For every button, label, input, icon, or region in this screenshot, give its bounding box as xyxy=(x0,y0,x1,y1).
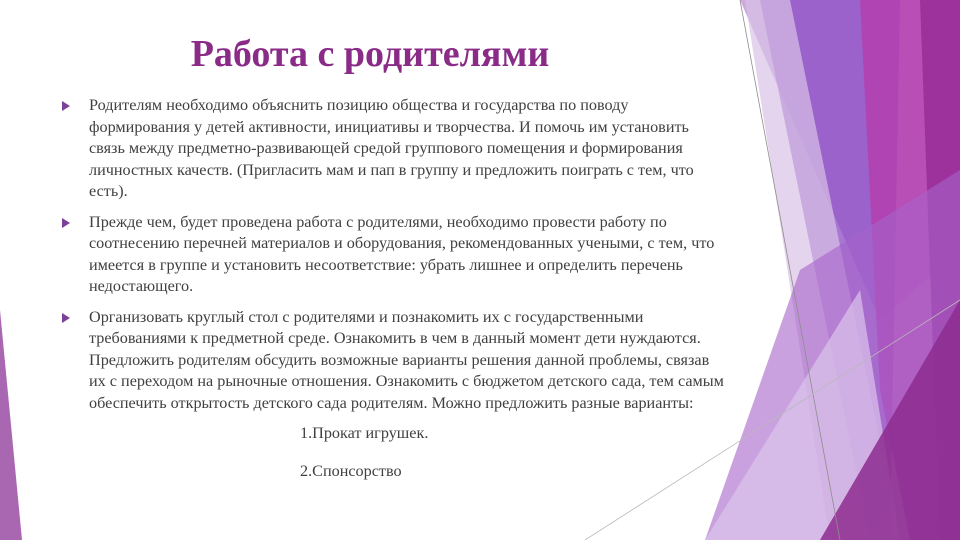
left-edge-facet xyxy=(0,310,22,540)
numbered-item-1: 1.Прокат игрушек. xyxy=(300,424,429,442)
bullet-arrow-icon xyxy=(62,313,70,323)
numbered-item-2: 2.Спонсорство xyxy=(300,461,402,480)
bullet-item-1 xyxy=(62,95,727,203)
bullet-text: Организовать круглый стол с родителями и познакомить их с государственными требованиями к предметной среде. Ознакомить в чем в данный момент дети нуждаются. Предложить родителям обсудить возможные варианты решения данной проблемы, связав их с переходом на рыночные отношения. Ознакомить с бюджетом детского сада, тем самым обеспечить открытость детского сада родителям. Можно предложить разные варианты: xyxy=(89,307,724,412)
slide-title: Работа с родителями xyxy=(190,33,550,75)
bullet-text: Прежде чем, будет проведена работа с родителями, необходимо провести работу по соотнесению перечней материалов и оборудования, рекомендованных учеными, с тем, что имеется в группе и установить несоответствие: убрать лишнее и определить перечень недостающего. xyxy=(89,212,715,295)
bullet-arrow-icon xyxy=(62,101,70,111)
bullet-arrow-icon xyxy=(62,218,70,228)
bullet-item-2 xyxy=(62,212,727,298)
bullet-item-3 xyxy=(62,307,727,415)
slide-content xyxy=(62,95,727,482)
bullet-text: Родителям необходимо объяснить позицию общества и государства по поводу формирования у детей активности, инициативы и творчества. И помочь им установить связь между предметно-развивающей средой группового помещения и формирования личностных качеств. (Пригласить мам и пап в группу и предложить поиграть с тем, что есть). xyxy=(89,96,694,200)
